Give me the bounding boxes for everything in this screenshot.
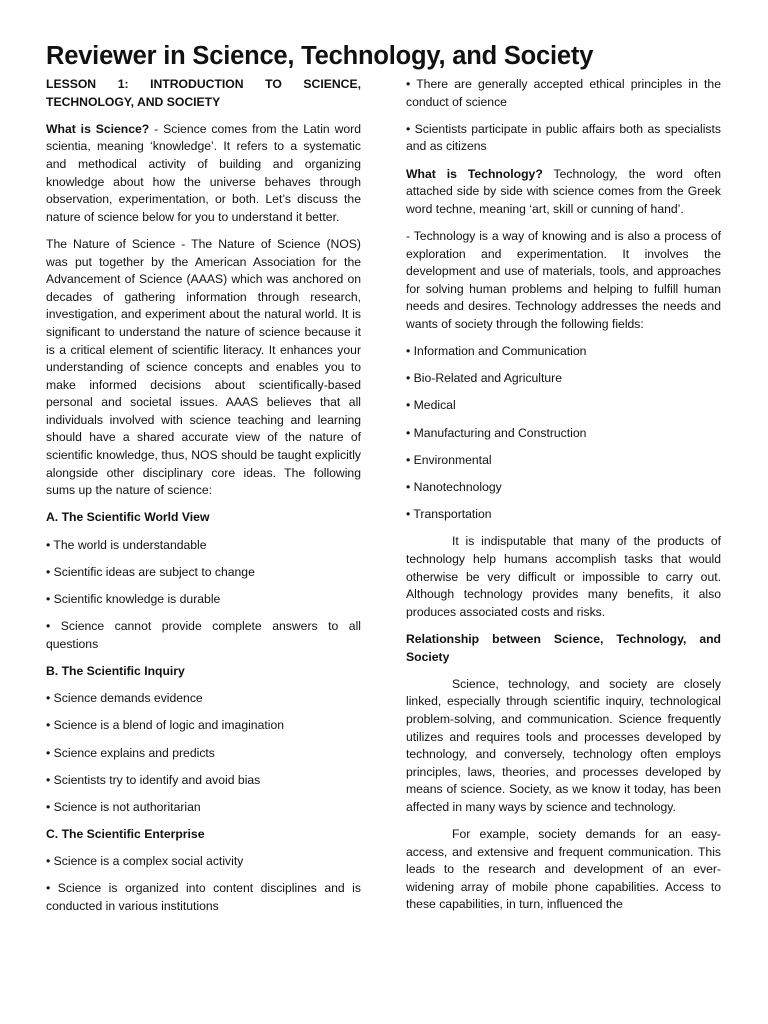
technology-paragraph: - Technology is a way of knowing and is also a process of exploration and experimentation. It involves the development and use of materials, tools, and approaches for solving human problems and helping to fulfill human needs and desires. Technology addresses the needs and wants of society through the following fields:	[406, 228, 721, 331]
list-item: • Scientists try to identify and avoid bias	[46, 772, 261, 787]
relationship-paragraph: Science, technology, and society are closely linked, especially through scientific inquiry, technological problem-solving, and communication. Science frequently utilizes and requires tools and processes developed by technology, and conversely, technology often employs principles, laws, theories, and processes developed by means of science. Society, as we know it today, has been affected in many ways by science and technology.	[406, 676, 721, 814]
field-item: • Manufacturing and Construction	[406, 425, 587, 440]
field-item: • Transportation	[406, 507, 492, 522]
list-item: • Scientists participate in public affairs both as specialists and as citizens	[406, 121, 721, 154]
field-item: • Medical	[406, 398, 456, 413]
what-is-technology-text: Technology, the word often attached side by side with science comes from the Greek word techne, meaning ‘art, skill or cunning of hand’.	[406, 166, 721, 216]
list-item: • Science is a complex social activity	[46, 854, 244, 869]
list-item: • Science is a blend of logic and imagination	[46, 718, 285, 733]
nature-of-science-paragraph: The Nature of Science - The Nature of Science (NOS) was put together by the American Association for the Advancement of Science (AAAS) which was anchored on decades of gathering information through research, investigation, and experiment about the natural world. It is significant to understand the nature of science because it is a critical element of scientific literacy. It enhances your understanding of science concepts and enables you to make informed decisions about scientifically-based personal and societal issues. AAAS believes that all individuals involved with science teaching and learning should have a shared accurate view of the nature of scientific knowledge, thus, NOS should be taught explicitly alongside other disciplinary core ideas. The following sums up the nature of science:	[46, 236, 361, 498]
heading-scientific-inquiry: B. The Scientific Inquiry	[46, 663, 185, 678]
heading-scientific-world-view: A. The Scientific World View	[46, 510, 210, 525]
list-item: • Science is organized into content disciplines and is conducted in various institutions	[46, 881, 361, 914]
list-item: • Science cannot provide complete answers to all questions	[46, 619, 361, 651]
list-item: • Science explains and predicts	[46, 745, 215, 760]
field-item: • Nanotechnology	[406, 480, 502, 495]
what-is-science-text: - Science comes from the Latin word scientia, meaning ‘knowledge’. It refers to a systematic and methodical activity of building and organizing knowledge about how the universe behaves through observation, experimentation, or both. Let’s discuss the nature of science below for you to understand it better.	[46, 121, 361, 224]
list-item: • Scientific ideas are subject to change	[46, 564, 255, 579]
what-is-technology-term: What is Technology?	[406, 166, 543, 181]
what-is-science-term: What is Science?	[46, 121, 150, 136]
lesson-heading: LESSON 1: INTRODUCTION TO SCIENCE, TECHNOLOGY, AND SOCIETY	[46, 77, 361, 109]
heading-scientific-enterprise: C. The Scientific Enterprise	[46, 827, 205, 842]
indisputable-paragraph: It is indisputable that many of the products of technology help humans accomplish tasks that would otherwise be very difficult or impossible to carry out. Although technology provides many benefits, it also produces associated costs and risks.	[406, 534, 721, 619]
list-item: • Scientific knowledge is durable	[46, 592, 221, 606]
list-item: • Science demands evidence	[46, 691, 203, 706]
what-is-technology-paragraph	[406, 166, 721, 219]
list-item: • There are generally accepted ethical principles in the conduct of science	[406, 77, 721, 109]
relationship-heading: Relationship between Science, Technology, and Society	[406, 631, 721, 664]
field-item: • Bio-Related and Agriculture	[406, 371, 563, 386]
field-item: • Environmental	[406, 452, 492, 467]
list-item: • The world is understandable	[46, 537, 207, 552]
field-item: • Information and Communication	[406, 344, 587, 359]
left-column	[46, 76, 361, 925]
right-column	[406, 76, 721, 924]
example-paragraph: For example, society demands for an easy-access, and extensive and frequent communication. This leads to the research and development of an ever-widening array of mobile phone capabilities. Access to these capabilities, in turn, influenced the	[406, 827, 721, 912]
document-title: Reviewer in Science, Technology, and Society	[46, 42, 594, 70]
what-is-science-paragraph	[46, 121, 361, 227]
list-item: • Science is not authoritarian	[46, 799, 201, 814]
